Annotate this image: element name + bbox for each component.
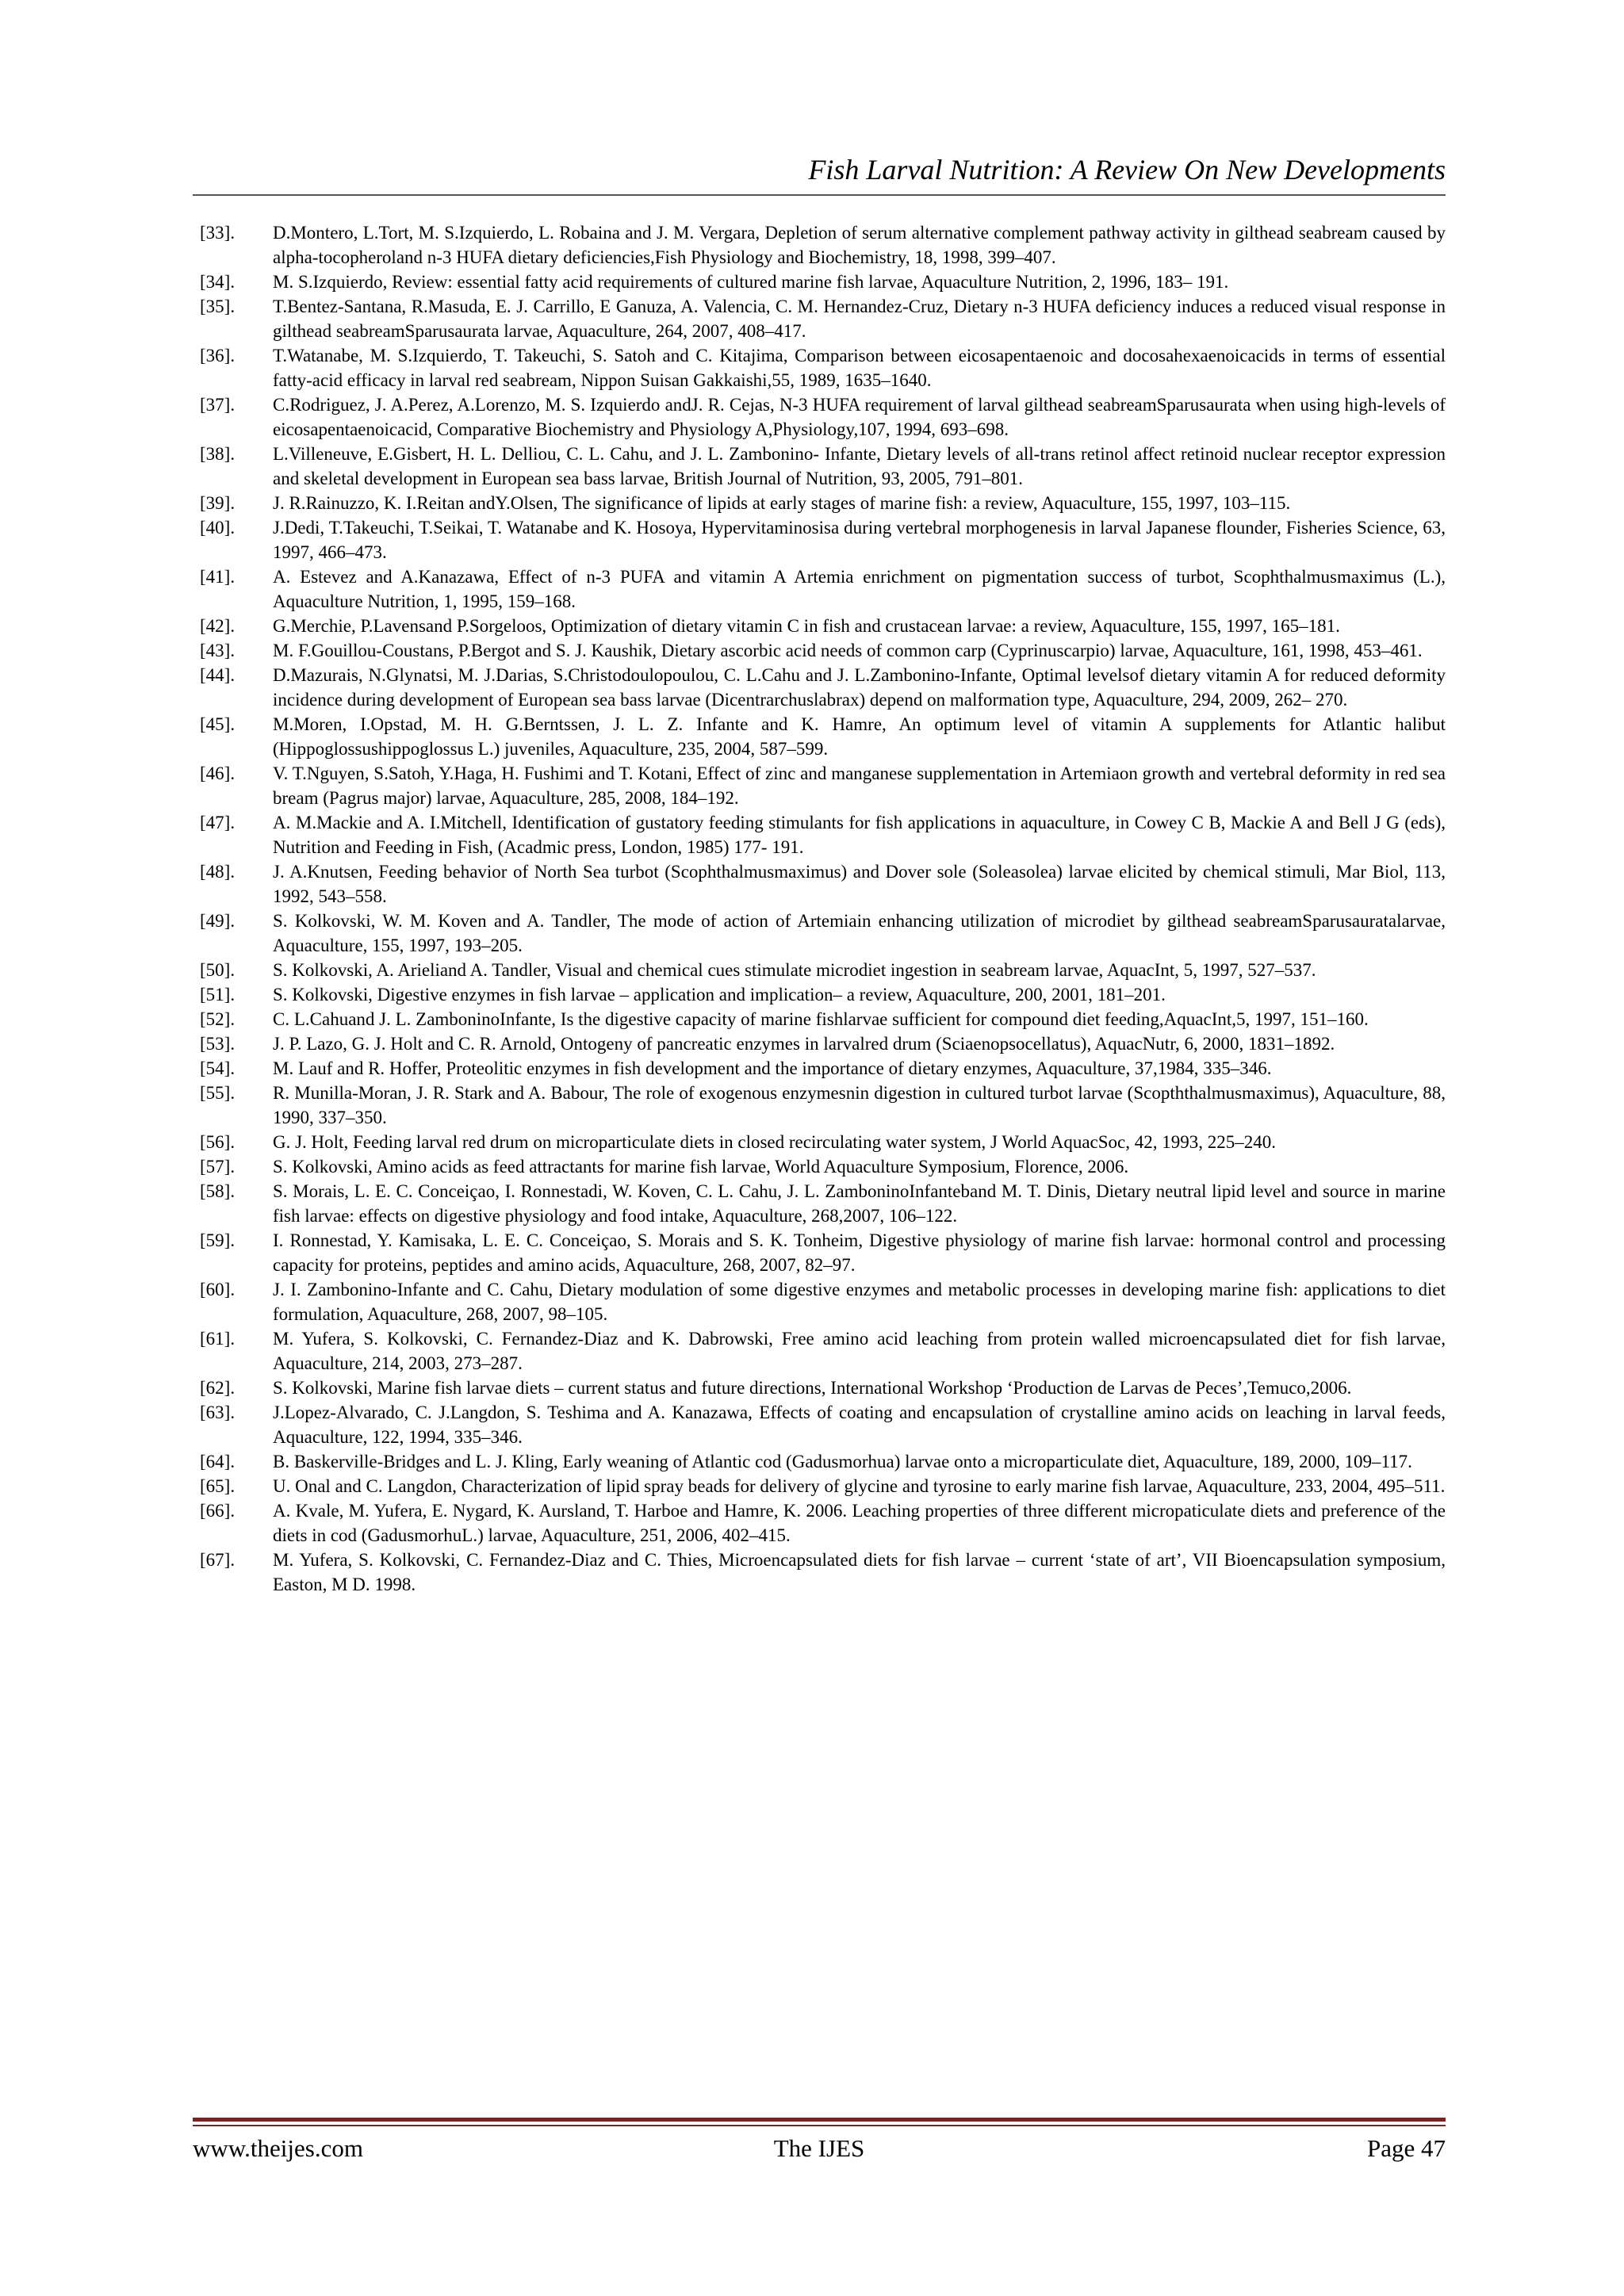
reference-number: [64].: [200, 1452, 236, 1471]
reference-entry: [200, 1154, 1446, 1179]
footer-divider-thin: [193, 2125, 1446, 2126]
reference-entry: [200, 1228, 1446, 1277]
reference-text: L.Villeneuve, E.Gisbert, H. L. Delliou, C. L. Cahu, and J. L. Zambonino- Infante, Dietary levels of all-trans retinol affect retinoid nuclear receptor expression and skeletal development in European sea bass larvae, British Journal of Nutrition, 93, 2005, 791–801.: [273, 444, 1446, 488]
reference-entry: [200, 1056, 1446, 1081]
reference-number: [42].: [200, 616, 236, 636]
reference-number: [37].: [200, 395, 236, 415]
reference-number: [40].: [200, 518, 236, 538]
reference-number: [65].: [200, 1476, 236, 1496]
reference-text: M.Moren, I.Opstad, M. H. G.Berntssen, J. L. Z. Infante and K. Hamre, An optimum level of vitamin A supplements for Atlantic halibut (Hippoglossushippoglossus L.) juveniles, Aquaculture, 235, 2004, 587–599.: [273, 714, 1446, 759]
reference-entry: [200, 515, 1446, 564]
reference-entry: [200, 343, 1446, 392]
reference-entry: [200, 1081, 1446, 1130]
reference-number: [36].: [200, 346, 236, 365]
reference-entry: [200, 712, 1446, 761]
reference-number: [34].: [200, 272, 236, 292]
reference-entry: [200, 1449, 1446, 1474]
reference-text: J.Dedi, T.Takeuchi, T.Seikai, T. Watanabe and K. Hosoya, Hypervitaminosisa during vertebral morphogenesis in larval Japanese flounder, Fisheries Science, 63, 1997, 466–473.: [273, 518, 1446, 562]
reference-entry: [200, 982, 1446, 1007]
reference-number: [33].: [200, 223, 236, 243]
reference-text: B. Baskerville-Bridges and L. J. Kling, Early weaning of Atlantic cod (Gadusmorhua) larvae onto a microparticulate diet, Aquaculture, 189, 2000, 109–117.: [273, 1452, 1412, 1471]
reference-text: D.Mazurais, N.Glynatsi, M. J.Darias, S.Christodoulopoulou, C. L.Cahu and J. L.Zambonino-Infante, Optimal levelsof dietary vitamin A for reduced deformity incidence during development of European sea bass larvae (Dicentrarchuslabrax) depend on malformation type, Aquaculture, 294, 2009, 262– 270.: [273, 665, 1446, 710]
reference-number: [60].: [200, 1280, 236, 1299]
reference-text: J.Lopez-Alvarado, C. J.Langdon, S. Teshima and A. Kanazawa, Effects of coating and encapsulation of crystalline amino acids on leaching in larval feeds, Aquaculture, 122, 1994, 335–346.: [273, 1402, 1446, 1447]
reference-entry: [200, 810, 1446, 859]
reference-number: [66].: [200, 1501, 236, 1521]
reference-entry: [200, 1277, 1446, 1326]
reference-number: [62].: [200, 1378, 236, 1398]
reference-text: U. Onal and C. Langdon, Characterization of lipid spray beads for delivery of glycine and tyrosine to early marine fish larvae, Aquaculture, 233, 2004, 495–511.: [273, 1476, 1446, 1496]
reference-text: J. I. Zambonino-Infante and C. Cahu, Dietary modulation of some digestive enzymes and metabolic processes in developing marine fish: applications to diet formulation, Aquaculture, 268, 2007, 98–105.: [273, 1280, 1446, 1324]
reference-text: I. Ronnestad, Y. Kamisaka, L. E. C. Conceiçao, S. Morais and S. K. Tonheim, Digestive physiology of marine fish larvae: hormonal control and processing capacity for proteins, peptides and amino acids, Aquaculture, 268, 2007, 82–97.: [273, 1230, 1446, 1275]
reference-number: [57].: [200, 1157, 236, 1177]
reference-entry: [200, 761, 1446, 810]
reference-number: [43].: [200, 641, 236, 660]
reference-text: S. Kolkovski, Marine fish larvae diets – current status and future directions, International Workshop ‘Production de Larvas de Peces’,Temuco,2006.: [273, 1378, 1352, 1398]
reference-text: A. Estevez and A.Kanazawa, Effect of n-3 PUFA and vitamin A Artemia enrichment on pigmentation success of turbot, Scophthalmusmaximus (L.), Aquaculture Nutrition, 1, 1995, 159–168.: [273, 567, 1446, 611]
reference-text: R. Munilla-Moran, J. R. Stark and A. Babour, The role of exogenous enzymesnin digestion in cultured turbot larvae (Scopththalmusmaximus), Aquaculture, 88, 1990, 337–350.: [273, 1083, 1446, 1127]
reference-number: [52].: [200, 1009, 236, 1029]
reference-number: [35].: [200, 297, 236, 316]
reference-text: T.Bentez-Santana, R.Masuda, E. J. Carrillo, E Ganuza, A. Valencia, C. M. Hernandez-Cruz, Dietary n-3 HUFA deficiency induces a reduced visual response in gilthead seabreamSparusaurata larvae, Aquaculture, 264, 2007, 408–417.: [273, 297, 1446, 341]
reference-text: J. R.Rainuzzo, K. I.Reitan andY.Olsen, The significance of lipids at early stages of marine fish: a review, Aquaculture, 155, 1997, 103–115.: [273, 493, 1291, 513]
reference-number: [38].: [200, 444, 236, 464]
reference-text: M. S.Izquierdo, Review: essential fatty acid requirements of cultured marine fish larvae, Aquaculture Nutrition, 2, 1996, 183– 191.: [273, 272, 1229, 292]
reference-number: [51].: [200, 985, 236, 1004]
reference-number: [48].: [200, 862, 236, 882]
reference-entry: [200, 663, 1446, 712]
reference-number: [67].: [200, 1550, 236, 1570]
reference-text: D.Montero, L.Tort, M. S.Izquierdo, L. Robaina and J. M. Vergara, Depletion of serum alternative complement pathway activity in gilthead seabream caused by alpha-tocopheroland n-3 HUFA dietary deficiencies,Fish Physiology and Biochemistry, 18, 1998, 399–407.: [273, 223, 1446, 267]
reference-entry: [200, 614, 1446, 638]
reference-number: [56].: [200, 1132, 236, 1152]
reference-number: [55].: [200, 1083, 236, 1103]
reference-number: [50].: [200, 960, 236, 980]
reference-entry: [200, 909, 1446, 958]
reference-text: S. Kolkovski, Digestive enzymes in fish larvae – application and implication– a review, Aquaculture, 200, 2001, 181–201.: [273, 985, 1166, 1004]
header-divider: [193, 194, 1446, 196]
reference-number: [59].: [200, 1230, 236, 1250]
reference-entry: [200, 270, 1446, 294]
footer-journal-name: The IJES: [773, 2134, 865, 2162]
reference-number: [63].: [200, 1402, 236, 1422]
reference-entry: [200, 220, 1446, 270]
reference-text: S. Kolkovski, W. M. Koven and A. Tandler, The mode of action of Artemiain enhancing utilization of microdiet by gilthead seabreamSparusauratalarvae, Aquaculture, 155, 1997, 193–205.: [273, 911, 1446, 955]
reference-entry: [200, 491, 1446, 515]
reference-entry: [200, 1474, 1446, 1498]
reference-text: T.Watanabe, M. S.Izquierdo, T. Takeuchi, S. Satoh and C. Kitajima, Comparison between eicosapentaenoic and docosahexaenoicacids in terms of essential fatty-acid efficacy in larval red seabream, Nippon Suisan Gakkaishi,55, 1989, 1635–1640.: [273, 346, 1446, 390]
reference-number: [41].: [200, 567, 236, 587]
reference-number: [53].: [200, 1034, 236, 1054]
footer-website-link[interactable]: www.theijes.com: [193, 2134, 363, 2162]
reference-entry: [200, 859, 1446, 909]
reference-text: C.Rodriguez, J. A.Perez, A.Lorenzo, M. S. Izquierdo andJ. R. Cejas, N-3 HUFA requirement of larval gilthead seabreamSparusaurata when using high-levels of eicosapentaenoicacid, Comparative Biochemistry and Physiology A,Physiology,107, 1994, 693–698.: [273, 395, 1446, 439]
reference-number: [61].: [200, 1329, 236, 1349]
reference-entry: [200, 1130, 1446, 1154]
reference-entry: [200, 392, 1446, 442]
reference-text: A. M.Mackie and A. I.Mitchell, Identification of gustatory feeding stimulants for fish applications in aquaculture, in Cowey C B, Mackie A and Bell J G (eds), Nutrition and Feeding in Fish, (Acadmic press, London, 1985) 177- 191.: [273, 813, 1446, 857]
reference-text: G. J. Holt, Feeding larval red drum on microparticulate diets in closed recirculating water system, J World AquacSoc, 42, 1993, 225–240.: [273, 1132, 1276, 1152]
reference-entry: [200, 1498, 1446, 1548]
reference-number: [58].: [200, 1181, 236, 1201]
reference-entry: [200, 294, 1446, 343]
reference-text: G.Merchie, P.Lavensand P.Sorgeloos, Optimization of dietary vitamin C in fish and crustacean larvae: a review, Aquaculture, 155, 1997, 165–181.: [273, 616, 1340, 636]
running-header-title: Fish Larval Nutrition: A Review On New Developments: [808, 154, 1446, 186]
reference-number: [45].: [200, 714, 236, 734]
reference-text: S. Morais, L. E. C. Conceiçao, I. Ronnestadi, W. Koven, C. L. Cahu, J. L. ZamboninoInfanteband M. T. Dinis, Dietary neutral lipid level and source in marine fish larvae: effects on digestive physiology and food intake, Aquaculture, 268,2007, 106–122.: [273, 1181, 1446, 1226]
reference-number: [47].: [200, 813, 236, 832]
footer-divider-thick: [193, 2118, 1446, 2122]
reference-entry: [200, 958, 1446, 982]
reference-entry: [200, 1400, 1446, 1449]
reference-entry: [200, 1031, 1446, 1056]
reference-list: [200, 220, 1446, 1597]
reference-text: J. A.Knutsen, Feeding behavior of North Sea turbot (Scophthalmusmaximus) and Dover sole (Soleasolea) larvae elicited by chemical stimuli, Mar Biol, 113, 1992, 543–558.: [273, 862, 1446, 906]
reference-entry: [200, 638, 1446, 663]
footer-page-number: Page 47: [1366, 2134, 1446, 2162]
reference-text: S. Kolkovski, Amino acids as feed attractants for marine fish larvae, World Aquaculture Symposium, Florence, 2006.: [273, 1157, 1129, 1177]
reference-text: A. Kvale, M. Yufera, E. Nygard, K. Aursland, T. Harboe and Hamre, K. 2006. Leaching properties of three different micropaticulate diets and preference of the diets in cod (GadusmorhuL.) larvae, Aquaculture, 251, 2006, 402–415.: [273, 1501, 1446, 1545]
reference-entry: [200, 1326, 1446, 1376]
reference-number: [44].: [200, 665, 236, 685]
reference-text: M. Yufera, S. Kolkovski, C. Fernandez-Diaz and K. Dabrowski, Free amino acid leaching from protein walled microencapsulated diet for fish larvae, Aquaculture, 214, 2003, 273–287.: [273, 1329, 1446, 1373]
reference-text: M. Lauf and R. Hoffer, Proteolitic enzymes in fish development and the importance of dietary enzymes, Aquaculture, 37,1984, 335–346.: [273, 1058, 1272, 1078]
reference-text: V. T.Nguyen, S.Satoh, Y.Haga, H. Fushimi and T. Kotani, Effect of zinc and manganese supplementation in Artemiaon growth and vertebral deformity in red sea bream (Pagrus major) larvae, Aquaculture, 285, 2008, 184–192.: [273, 763, 1446, 808]
reference-entry: [200, 442, 1446, 491]
reference-entry: [200, 1179, 1446, 1228]
reference-text: J. P. Lazo, G. J. Holt and C. R. Arnold, Ontogeny of pancreatic enzymes in larvalred drum (Sciaenopsocellatus), AquacNutr, 6, 2000, 1831–1892.: [273, 1034, 1335, 1054]
reference-text: M. Yufera, S. Kolkovski, C. Fernandez-Diaz and C. Thies, Microencapsulated diets for fish larvae – current ‘state of art’, VII Bioencapsulation symposium, Easton, M D. 1998.: [273, 1550, 1446, 1594]
reference-number: [46].: [200, 763, 236, 783]
reference-entry: [200, 564, 1446, 614]
reference-text: M. F.Gouillou-Coustans, P.Bergot and S. J. Kaushik, Dietary ascorbic acid needs of common carp (Cyprinuscarpio) larvae, Aquaculture, 161, 1998, 453–461.: [273, 641, 1423, 660]
reference-number: [54].: [200, 1058, 236, 1078]
reference-text: S. Kolkovski, A. Arieliand A. Tandler, Visual and chemical cues stimulate microdiet ingestion in seabream larvae, AquacInt, 5, 1997, 527–537.: [273, 960, 1316, 980]
reference-entry: [200, 1376, 1446, 1400]
reference-text: C. L.Cahuand J. L. ZamboninoInfante, Is the digestive capacity of marine fishlarvae sufficient for compound diet feeding,AquacInt,5, 1997, 151–160.: [273, 1009, 1369, 1029]
reference-number: [49].: [200, 911, 236, 931]
reference-entry: [200, 1007, 1446, 1031]
reference-entry: [200, 1548, 1446, 1597]
reference-number: [39].: [200, 493, 236, 513]
